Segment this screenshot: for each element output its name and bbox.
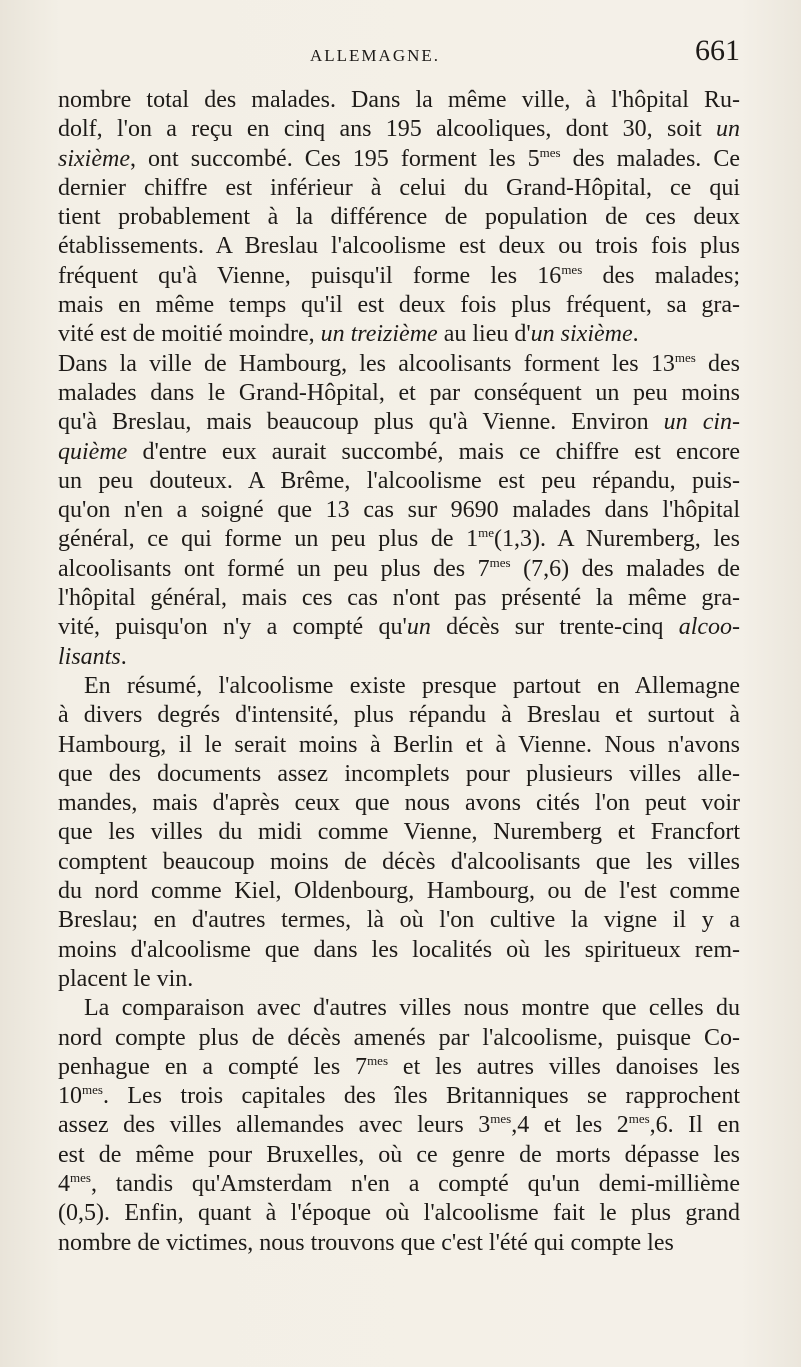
superscript: mes — [490, 1111, 512, 1127]
text-line — [58, 350, 740, 379]
superscript: mes — [70, 1169, 91, 1185]
text-run: Hambourg, il le serait moins à Berlin et à Vienne. Nous n'avons — [58, 731, 740, 758]
italic-text: un cin- — [663, 409, 741, 436]
text-run: que les villes du midi comme Vienne, Nuremberg et Francfort — [58, 819, 740, 846]
text-line — [58, 672, 740, 701]
text-run: qu'on n'en a soigné que 13 cas sur 9690 malades dans l'hôpital — [58, 497, 740, 524]
text-line — [58, 906, 740, 935]
text-line — [58, 1229, 740, 1258]
text-line — [58, 145, 740, 174]
text-line — [58, 1170, 740, 1199]
text-line — [58, 379, 740, 408]
text-run: vité est de moitié moindre, — [58, 321, 321, 348]
text-run: Dans la ville de Hambourg, les alcoolisants forment les 13 — [58, 350, 675, 377]
text-run: ,4 et les 2 — [511, 1112, 629, 1139]
text-line — [58, 994, 740, 1023]
text-line — [58, 643, 740, 672]
text-run: que des documents assez incomplets pour plusieurs villes alle- — [58, 760, 740, 787]
text-run: Breslau; en d'autres termes, là où l'on cultive la vigne il y a — [58, 907, 740, 934]
text-run: comptent beaucoup moins de décès d'alcoolisants que les villes — [58, 848, 740, 875]
text-line — [58, 496, 740, 525]
superscript: me — [478, 525, 494, 541]
text-run: , ont succombé. Ces 195 forment les 5 — [129, 145, 540, 172]
page-number: 661 — [695, 34, 740, 67]
text-line — [58, 613, 740, 642]
text-run: un peu douteux. A Brême, l'alcoolisme est peu répandu, puis- — [58, 467, 740, 494]
text-line — [58, 1024, 740, 1053]
text-run: au lieu d' — [437, 321, 531, 348]
text-run: du nord comme Kiel, Oldenbourg, Hambourg, ou de l'est comme — [58, 878, 740, 905]
text-line — [58, 1082, 740, 1111]
superscript: mes — [674, 349, 696, 365]
text-run: vité, puisqu'on n'y a compté qu' — [58, 614, 407, 641]
text-run: dernier chiffre est inférieur à celui du Grand-Hôpital, ce qui — [58, 174, 740, 201]
text-run: mais en même temps qu'il est deux fois plus fréquent, sa gra- — [58, 292, 740, 319]
text-run: ,6. Il en — [649, 1112, 741, 1139]
text-run: (0,5). Enfin, quant à l'époque où l'alcoolisme fait le plus grand — [58, 1200, 740, 1227]
text-run: . Les trois capitales des îles Britanniques se rapprochent — [102, 1083, 740, 1110]
text-run: 4 — [58, 1170, 70, 1197]
text-run: 10 — [58, 1083, 82, 1110]
superscript: mes — [367, 1052, 389, 1068]
page-header — [60, 34, 740, 74]
italic-text: sixième — [58, 145, 130, 172]
superscript: mes — [82, 1082, 103, 1098]
superscript: mes — [561, 261, 583, 277]
text-run: moins d'alcoolisme que dans les localités où les spiritueux rem- — [58, 936, 740, 963]
superscript: mes — [489, 554, 511, 570]
text-run: établissements. A Breslau l'alcoolisme est deux ou trois fois plus — [58, 233, 740, 260]
text-run: malades dans le Grand-Hôpital, et par conséquent un peu moins — [58, 379, 740, 406]
text-line — [58, 525, 740, 554]
text-run: nombre total des malades. Dans la même ville, à l'hôpital Ru- — [58, 87, 740, 113]
text-run: tient probablement à la différence de population de ces deux — [58, 204, 740, 231]
text-run: . — [120, 643, 127, 670]
superscript: mes — [539, 144, 561, 160]
text-run: La comparaison avec d'autres villes nous montre que celles du — [84, 995, 740, 1022]
text-line — [58, 320, 740, 349]
italic-text: lisants — [58, 643, 121, 670]
text-run: , tandis qu'Amsterdam n'en a compté qu'un demi-millième — [90, 1170, 740, 1197]
text-run: des malades; — [582, 262, 740, 289]
text-run: qu'à Breslau, mais beaucoup plus qu'à Vienne. Environ — [58, 409, 664, 436]
text-run: placent le vin. — [58, 965, 194, 992]
text-line — [58, 818, 740, 847]
text-run: d'entre eux aurait succombé, mais ce chiffre est encore — [127, 438, 740, 465]
text-run: et les autres villes danoises les — [388, 1053, 741, 1080]
text-run: . — [632, 321, 639, 348]
text-run: nord compte plus de décès amenés par l'alcoolisme, puisque Co- — [58, 1024, 740, 1051]
text-line — [58, 1199, 740, 1228]
text-run: général, ce qui forme un peu plus de 1 — [58, 526, 479, 553]
italic-text: un — [716, 116, 740, 143]
text-run: alcoolisants ont formé un peu plus des 7 — [58, 555, 490, 582]
text-run: l'hôpital général, mais ces cas n'ont pas présenté la même gra- — [58, 585, 740, 612]
italic-text: un treizième — [320, 321, 438, 348]
text-line — [58, 174, 740, 203]
text-line — [58, 1053, 740, 1082]
text-line — [58, 584, 740, 613]
italic-text: quième — [58, 438, 128, 465]
text-line — [58, 467, 740, 496]
text-run: assez des villes allemandes avec leurs 3 — [58, 1112, 491, 1139]
italic-text: un — [406, 614, 431, 641]
text-line — [58, 877, 740, 906]
text-line — [58, 936, 740, 965]
text-line — [58, 203, 740, 232]
text-line — [58, 789, 740, 818]
text-run: (7,6) des malades de — [510, 555, 740, 582]
text-line — [58, 232, 740, 261]
text-run: (1,3). A Nuremberg, les — [493, 526, 740, 553]
text-line — [58, 115, 740, 144]
text-run: En résumé, l'alcoolisme existe presque partout en Allemagne — [84, 672, 740, 699]
text-line — [58, 1141, 740, 1170]
text-line — [58, 848, 740, 877]
body-text — [58, 86, 740, 1258]
text-run: des malades. Ce — [560, 145, 741, 172]
text-line — [58, 438, 740, 467]
text-line — [58, 408, 740, 437]
text-run: penhague en a compté les 7 — [58, 1053, 368, 1080]
text-line — [58, 731, 740, 760]
text-run: dolf, l'on a reçu en cinq ans 195 alcooliques, dont 30, soit — [58, 116, 716, 143]
text-run: des — [695, 350, 741, 377]
text-run: nombre de victimes, nous trouvons que c'est l'été qui compte les — [58, 1229, 674, 1256]
text-line — [58, 262, 740, 291]
text-line — [58, 86, 740, 115]
text-run: fréquent qu'à Vienne, puisqu'il forme les 16 — [58, 262, 562, 289]
italic-text: alcoo- — [678, 614, 740, 641]
text-line — [58, 965, 740, 994]
text-line — [58, 1111, 740, 1140]
running-head: ALLEMAGNE. — [310, 46, 441, 65]
text-line — [58, 760, 740, 789]
text-run: mandes, mais d'après ceux que nous avons cités l'on peut voir — [58, 790, 740, 817]
text-run: décès sur trente-cinq — [430, 614, 679, 641]
text-run: à divers degrés d'intensité, plus répandu à Breslau et surtout à — [58, 702, 740, 729]
text-line — [58, 701, 740, 730]
text-run: est de même pour Bruxelles, où ce genre de morts dépasse les — [58, 1141, 740, 1168]
italic-text: un sixième — [530, 321, 633, 348]
text-line — [58, 291, 740, 320]
superscript: mes — [628, 1111, 650, 1127]
text-line — [58, 555, 740, 584]
